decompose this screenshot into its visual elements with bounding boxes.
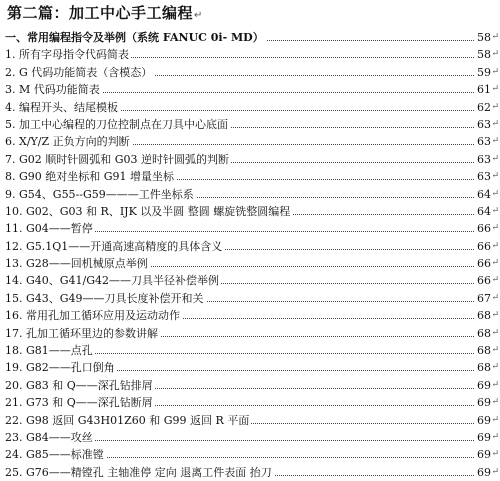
toc-page-number: 68 [475, 359, 491, 376]
toc-page-number: 64 [475, 203, 491, 220]
paragraph-mark: ↵ [491, 171, 499, 182]
paragraph-mark: ↵ [491, 49, 499, 60]
paragraph-mark: ↵ [491, 431, 499, 442]
toc-page-number: 68 [475, 342, 491, 359]
table-of-contents [0, 29, 500, 481]
toc-entry[interactable] [0, 168, 500, 185]
paragraph-mark: ↵ [491, 84, 499, 95]
toc-entry[interactable] [0, 394, 500, 411]
paragraph-mark: ↵ [491, 397, 499, 408]
paragraph-mark: ↵ [491, 379, 499, 390]
toc-section-heading[interactable] [0, 29, 500, 46]
document-title [7, 2, 203, 23]
toc-entry[interactable] [0, 46, 500, 63]
toc-page-number: 63 [475, 133, 491, 150]
toc-entry-label: 9. G54、G55--G59———工件坐标系 [5, 186, 196, 203]
paragraph-mark: ↵ [491, 345, 499, 356]
toc-entry-label: 23. G84——攻丝 [5, 429, 95, 446]
toc-page-number: 61 [475, 81, 491, 98]
toc-entry[interactable] [0, 238, 500, 255]
paragraph-mark: ↵ [491, 240, 499, 251]
toc-entry-label: 19. G82——孔口倒角 [5, 359, 117, 376]
toc-entry-label: 一、常用编程指令及举例（系统 FANUC 0i- MD） [5, 29, 266, 46]
dot-leader [40, 353, 478, 354]
toc-entry[interactable] [0, 446, 500, 463]
toc-entry[interactable] [0, 412, 500, 429]
paragraph-mark: ↵ [491, 118, 499, 129]
toc-entry-label: 2. G 代码功能简表（含模态） [5, 64, 154, 81]
toc-entry[interactable] [0, 81, 500, 98]
paragraph-mark: ↵ [491, 32, 499, 42]
toc-page-number: 69 [475, 377, 491, 394]
paragraph-mark: ↵ [491, 466, 499, 477]
toc-page-number: 66 [475, 238, 491, 255]
toc-entry[interactable] [0, 255, 500, 272]
dot-leader [40, 440, 478, 441]
toc-entry[interactable] [0, 99, 500, 116]
toc-entry[interactable] [0, 307, 500, 324]
dot-leader [40, 92, 478, 93]
toc-entry[interactable] [0, 272, 500, 289]
paragraph-mark: ↵ [194, 10, 203, 21]
paragraph-mark: ↵ [491, 258, 499, 269]
paragraph-mark: ↵ [491, 275, 499, 286]
toc-entry-label: 24. G85——标准镗 [5, 446, 106, 463]
paragraph-mark: ↵ [491, 223, 499, 234]
toc-page-number: 69 [475, 429, 491, 446]
toc-entry[interactable] [0, 64, 500, 81]
toc-page-number: 66 [475, 272, 491, 289]
toc-entry[interactable] [0, 290, 500, 307]
paragraph-mark: ↵ [491, 101, 499, 112]
toc-entry-label: 7. G02 顺时针圆弧和 G03 逆时针圆弧的判断 [5, 151, 231, 168]
toc-entry-label: 16. 常用孔加工循环应用及运动动作 [5, 307, 182, 324]
toc-entry[interactable] [0, 429, 500, 446]
toc-page-number: 68 [475, 325, 491, 342]
toc-page-number: 62 [475, 99, 491, 116]
toc-page-number: 68 [475, 307, 491, 324]
toc-entry-label: 13. G28——回机械原点举例 [5, 255, 150, 272]
toc-entry-label: 4. 编程开头、结尾模板 [5, 99, 120, 116]
paragraph-mark: ↵ [491, 362, 499, 373]
toc-entry-label: 10. G02、G03 和 R、IJK 以及半圆 整圆 螺旋铣整圆编程 [5, 203, 292, 220]
toc-entry-label: 5. 加工中心编程的刀位控制点在刀具中心底面 [5, 116, 230, 133]
paragraph-mark: ↵ [491, 327, 499, 338]
toc-entry[interactable] [0, 464, 500, 481]
toc-page-number: 59 [475, 64, 491, 81]
toc-page-number: 69 [475, 446, 491, 463]
paragraph-mark: ↵ [491, 188, 499, 199]
toc-entry[interactable] [0, 203, 500, 220]
toc-entry[interactable] [0, 133, 500, 150]
toc-page-number: 58 [475, 29, 491, 46]
toc-entry[interactable] [0, 186, 500, 203]
toc-page-number: 69 [475, 412, 491, 429]
toc-entry-label: 8. G90 绝对坐标和 G91 增量坐标 [5, 168, 176, 185]
toc-page-number: 69 [475, 394, 491, 411]
paragraph-mark: ↵ [491, 414, 499, 425]
paragraph-mark: ↵ [491, 136, 499, 147]
toc-page-number: 66 [475, 220, 491, 237]
toc-entry-label: 14. G40、G41/G42——刀具半径补偿举例 [5, 272, 221, 289]
paragraph-mark: ↵ [491, 205, 499, 216]
toc-entry-label: 11. G04——暂停 [5, 220, 95, 237]
toc-page-number: 63 [475, 168, 491, 185]
toc-entry-label: 22. G98 返回 G43H01Z60 和 G99 返回 R 平面 [5, 412, 251, 429]
toc-entry-label: 17. 孔加工循环里边的参数讲解 [5, 325, 160, 342]
toc-entry[interactable] [0, 325, 500, 342]
toc-page-number: 64 [475, 186, 491, 203]
toc-entry-label: 12. G5.1Q1——开通高速高精度的具体含义 [5, 238, 224, 255]
paragraph-mark: ↵ [491, 153, 499, 164]
toc-page-number: 66 [475, 255, 491, 272]
paragraph-mark: ↵ [491, 66, 499, 77]
toc-entry-label: 18. G81——点孔 [5, 342, 95, 359]
toc-entry-label: 1. 所有字母指令代码简表 [5, 46, 131, 63]
toc-page-number: 58 [475, 46, 491, 63]
toc-entry[interactable] [0, 116, 500, 133]
toc-page-number: 63 [475, 116, 491, 133]
toc-entry[interactable] [0, 220, 500, 237]
toc-page-number: 63 [475, 151, 491, 168]
dot-leader [40, 231, 478, 232]
toc-page-number: 67 [475, 290, 491, 307]
toc-entry-label: 25. G76——精镗孔 主轴准停 定向 退离工件表面 抬刀 [5, 464, 274, 481]
toc-entry-label: 3. M 代码功能简表 [5, 81, 102, 98]
toc-entry[interactable] [0, 151, 500, 168]
paragraph-mark: ↵ [491, 449, 499, 460]
toc-entry[interactable] [0, 377, 500, 394]
paragraph-mark: ↵ [491, 292, 499, 303]
toc-page-number: 69 [475, 464, 491, 481]
toc-entry-label: 21. G73 和 Q——深孔钻断屑 [5, 394, 155, 411]
toc-entry-label: 6. X/Y/Z 正负方向的判断 [5, 133, 132, 150]
toc-entry-label: 20. G83 和 Q——深孔钻排屑 [5, 377, 155, 394]
paragraph-mark: ↵ [491, 310, 499, 321]
title-text: 第二篇：加工中心手工编程 [7, 4, 194, 22]
toc-entry[interactable] [0, 342, 500, 359]
toc-entry[interactable] [0, 359, 500, 376]
toc-entry-label: 15. G43、G49——刀具长度补偿开和关 [5, 290, 206, 307]
